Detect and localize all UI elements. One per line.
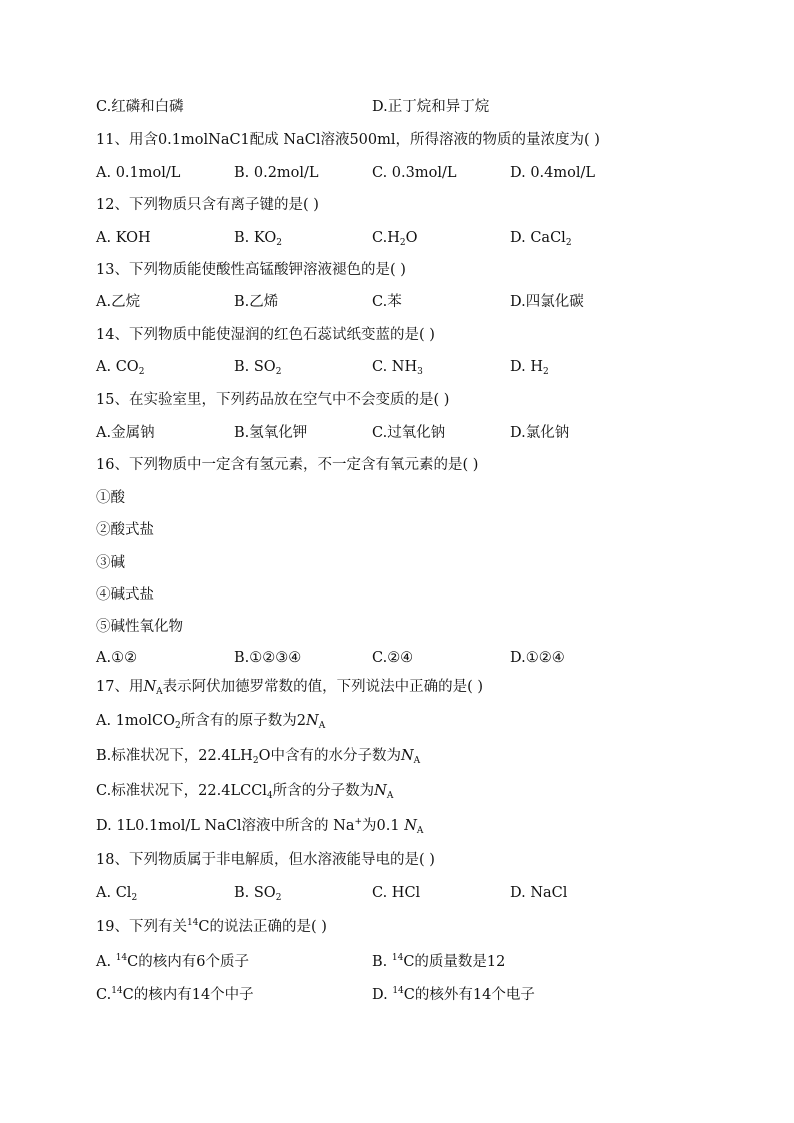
q13-option-a: A.乙烷 — [96, 294, 141, 310]
q11-option-b: B. 0.2mol/L — [234, 165, 319, 181]
q16-stem: 16、下列物质中一定含有氢元素，不一定含有氧元素的是( ) — [96, 457, 479, 473]
q17-option-c: C.标准状况下，22.4LCCl$_4$所含的分子数为$N_A$ — [96, 783, 394, 801]
q12-option-d: D. CaCl$_2$ — [510, 230, 572, 248]
q11-option-d: D. 0.4mol/L — [510, 165, 596, 181]
q12-option-b: B. $KO_2$ — [234, 230, 282, 248]
q10-option-c: C.红磷和白磷 — [96, 99, 184, 115]
q18-option-a: A. $Cl_2$ — [96, 885, 138, 903]
q17-option-b: B.标准状况下，$22.4LH_2O$中含有的水分子数为$N_A$ — [96, 748, 421, 766]
q15-stem: 15、在实验室里，下列药品放在空气中不会变质的是( ) — [96, 392, 450, 408]
q15-option-b: B.氢氧化钾 — [234, 425, 308, 441]
q14-option-b: B. $SO_2$ — [234, 359, 282, 377]
q18-option-c: C. HCl — [372, 885, 421, 901]
q15-option-c: C.过氧化钠 — [372, 425, 446, 441]
q12-option-c: $C.H_2O$ — [372, 230, 418, 248]
q14-stem: 14、下列物质中能使湿润的红色石蕊试纸变蓝的是( ) — [96, 327, 435, 343]
q14-option-c: C. $NH_3$ — [372, 359, 423, 377]
q19-option-a: A. $^{14}$C的核内有6个质子 — [96, 953, 249, 970]
q11-option-a: A. 0.1mol/L — [96, 165, 181, 181]
q19-option-b: B. $^{14}$C的质量数是12 — [372, 953, 506, 970]
q15-option-d: D.氯化钠 — [510, 425, 570, 441]
q18-stem: 18、下列物质属于非电解质，但水溶液能导电的是( ) — [96, 852, 435, 868]
q17-option-d: D. 1L0.1mol/L NaCl溶液中所含的 Na+为0.1 $N_A$ — [96, 817, 424, 836]
q14-option-d: D. $H_2$ — [510, 359, 549, 377]
q13-stem: 13、下列物质能使酸性高锰酸钾溶液褪色的是( ) — [96, 262, 406, 278]
q16-item-5: ⑤碱性氧化物 — [96, 619, 183, 635]
q19-option-d: D. $^{14}$C的核外有14个电子 — [372, 986, 535, 1003]
q16-item-2: ②酸式盐 — [96, 522, 154, 538]
q16-option-b: B.①②③④ — [234, 650, 302, 666]
q16-option-d: D.①②④ — [510, 650, 565, 666]
q13-option-d: D.四氯化碳 — [510, 294, 584, 310]
q16-item-4: ④碱式盐 — [96, 587, 154, 603]
q12-stem: 12、下列物质只含有离子键的是( ) — [96, 197, 319, 213]
q19-option-c: C.$^{14}$C的核内有14个中子 — [96, 986, 254, 1003]
q13-option-c: C.苯 — [372, 294, 402, 310]
q11-option-c: C. 0.3mol/L — [372, 165, 457, 181]
q10-option-d: D.正丁烷和异丁烷 — [372, 99, 490, 115]
q14-option-a: A. $CO_2$ — [96, 359, 145, 377]
q16-option-a: A.①② — [96, 650, 138, 666]
q18-option-d: D. NaCl — [510, 885, 568, 901]
q16-option-c: C.②④ — [372, 650, 414, 666]
q17-option-a: A. 1molCO$_2$所含有的原子数为$2N_A$ — [96, 713, 326, 731]
q11-stem: 11、用含0.1molNaC1配成 NaCl溶液500ml，所得溶液的物质的量浓度为( ) — [96, 132, 600, 148]
q18-option-b: B. $SO_2$ — [234, 885, 282, 903]
q15-option-a: A.金属钠 — [96, 425, 155, 441]
q13-option-b: B.乙烯 — [234, 294, 279, 310]
q12-option-a: A. KOH — [96, 230, 151, 246]
q16-item-3: ③碱 — [96, 555, 125, 571]
q19-stem: 19、下列有关$^{14}$C的说法正确的是( ) — [96, 918, 327, 935]
q16-item-1: ①酸 — [96, 490, 125, 506]
q17-stem: 17、用$N_A$表示阿伏加德罗常数的值，下列说法中正确的是( ) — [96, 679, 484, 697]
